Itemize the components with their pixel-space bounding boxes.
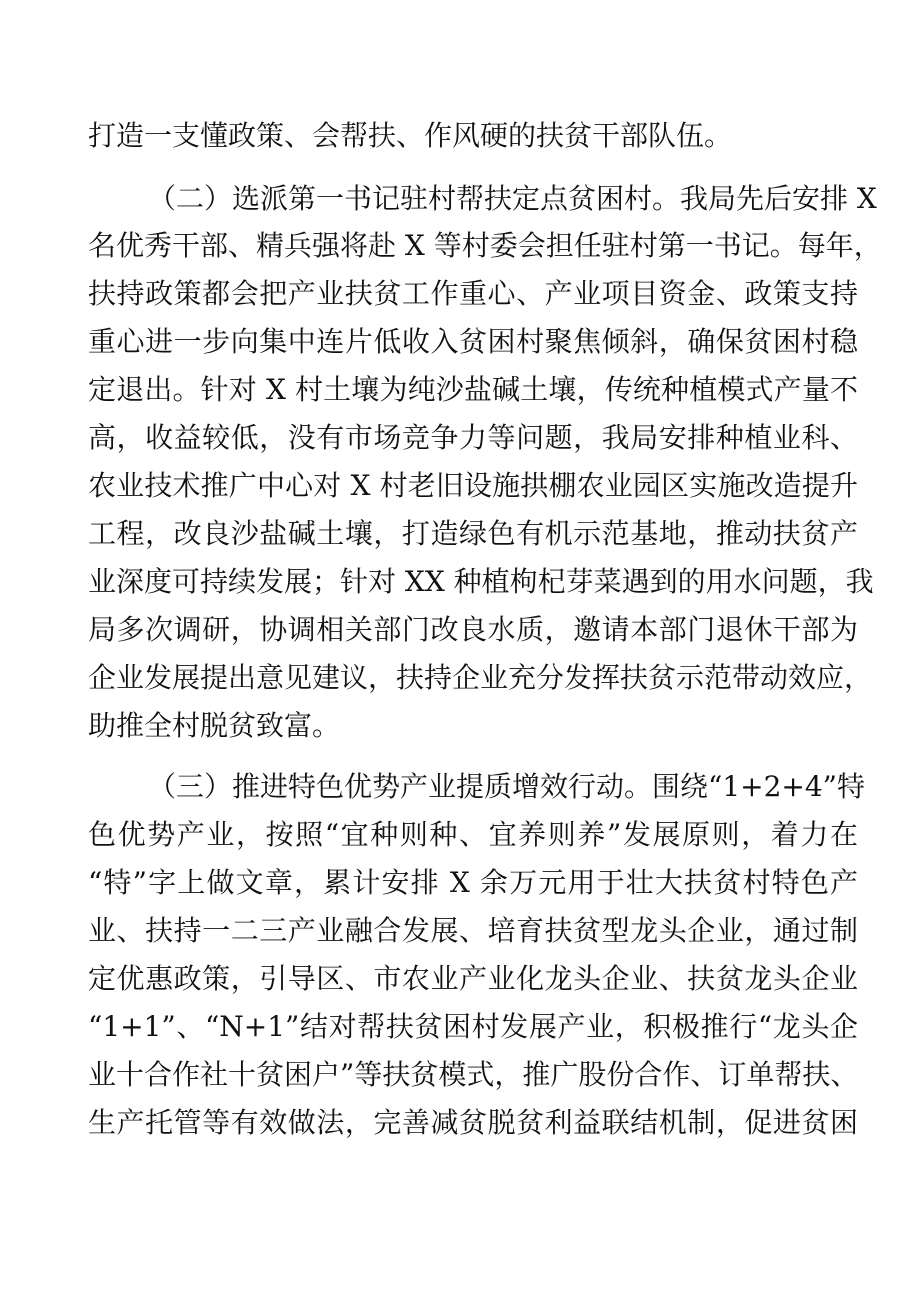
text-line: 业、扶持一二三产业融合发展、培育扶贫型龙头企业，通过制 <box>88 914 858 947</box>
text-line: 局多次调研，协调相关部门改良水质，邀请本部门退休干部为 <box>88 613 858 646</box>
text-line: 扶持政策都会把产业扶贫工作重心、产业项目资金、政策支持 <box>88 277 858 310</box>
text-line: 企业发展提出意见建议，扶持企业充分发挥扶贫示范带动效应， <box>88 661 873 694</box>
text-line: 工程，改良沙盐碱土壤，打造绿色有机示范基地，推动扶贫产 <box>88 517 858 550</box>
text-line: 农业技术推广中心对 X 村老旧设施拱棚农业园区实施改造提升 <box>88 469 858 502</box>
text-line: 生产托管等有效做法，完善减贫脱贫利益联结机制，促进贫困 <box>88 1106 858 1139</box>
text-line: 色优势产业，按照“宜种则种、宜养则养”发展原则，着力在 <box>88 818 858 851</box>
text-line: 定退出。针对 X 村土壤为纯沙盐碱土壤，传统种植模式产量不 <box>88 373 858 406</box>
text-line: 重心进一步向集中连片低收入贫困村聚焦倾斜，确保贫困村稳 <box>88 325 858 358</box>
paragraph-heading-line: （三）推进特色优势产业提质增效行动。围绕“1+2+4”特 <box>148 770 865 803</box>
paragraph-heading-line: （二）选派第一书记驻村帮扶定点贫困村。我局先后安排 X <box>148 182 877 215</box>
text-line: “1+1”、“N+1”结对帮扶贫困村发展产业，积极推行“龙头企 <box>88 1010 858 1043</box>
text-line: 业深度可持续发展；针对 XX 种植枸杞芽菜遇到的用水问题，我 <box>88 565 874 598</box>
text-line: 打造一支懂政策、会帮扶、作风硬的扶贫干部队伍。 <box>88 119 733 152</box>
text-line: 名优秀干部、精兵强将赴 X 等村委会担任驻村第一书记。每年， <box>88 229 882 262</box>
text-line: 助推全村脱贫致富。 <box>88 709 341 742</box>
text-line: 定优惠政策，引导区、市农业产业化龙头企业、扶贫龙头企业 <box>88 962 858 995</box>
text-line: 业十合作社十贫困户”等扶贫模式，推广股份合作、订单帮扶、 <box>88 1058 859 1091</box>
text-line: “特”字上做文章，累计安排 X 余万元用于壮大扶贫村特色产 <box>88 866 858 899</box>
text-line: 高，收益较低，没有市场竞争力等问题，我局安排种植业科、 <box>88 421 858 454</box>
